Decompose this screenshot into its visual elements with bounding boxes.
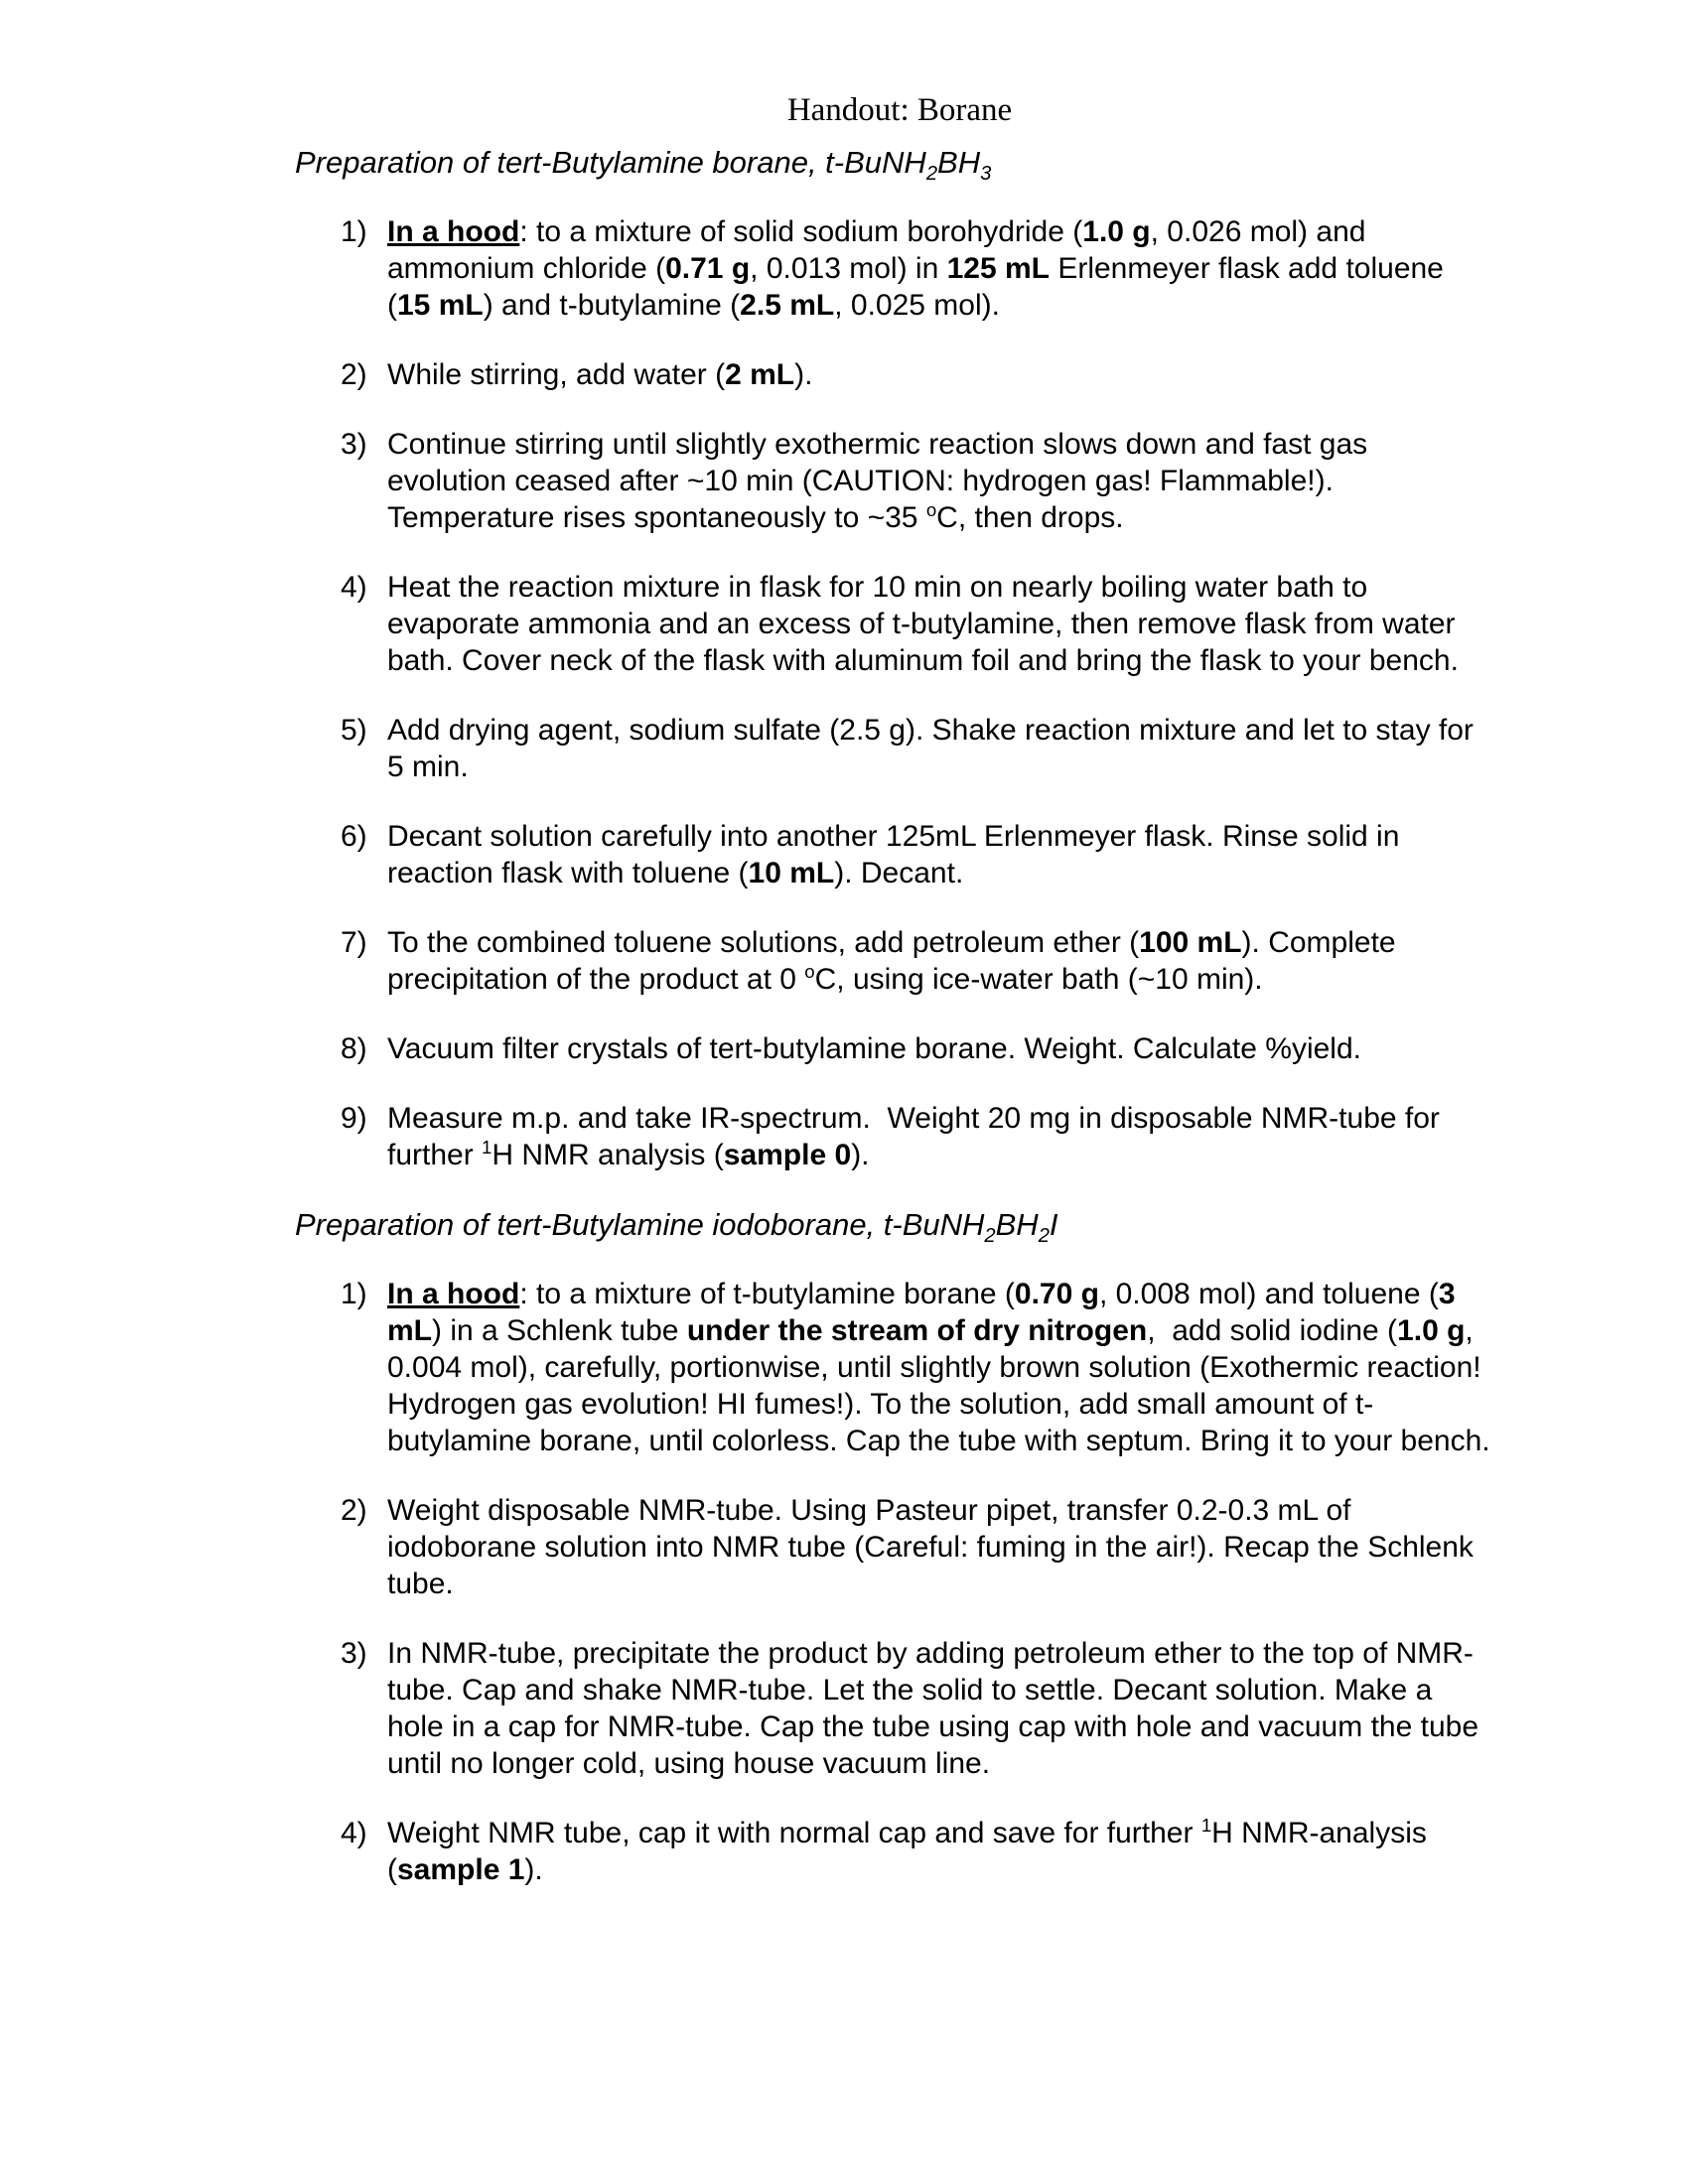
step-text	[387, 1635, 1494, 1782]
step-text	[387, 213, 1494, 324]
text-run: : to a mixture of t-butylamine borane (	[519, 1278, 1015, 1310]
text-run: In NMR-tube, precipitate the product by adding petroleum ether to the top of NMR-tube. Cap and shake NMR-tube. Let the solid to settle. Decant solution. Make a hole in a cap for NMR-tube. Cap the tube using cap with hole and vacuum the tube until no longer cold, using house vacuum line.	[387, 1637, 1478, 1780]
text-run: Weight disposable NMR-tube. Using Pasteur pipet, transfer 0.2-0.3 mL of iodoborane solution into NMR tube (Careful: fuming in the air!). Recap the Schlenk tube.	[387, 1494, 1474, 1600]
step-text	[387, 818, 1494, 891]
text-run: 2	[925, 163, 938, 186]
step-number: 2)	[341, 1494, 367, 1527]
procedure-step	[341, 356, 1504, 393]
text-run: under the stream of dry nitrogen	[686, 1314, 1148, 1347]
text-run: 1.0 g	[1397, 1314, 1466, 1347]
text-run: 10 mL	[748, 857, 835, 889]
text-run: 2 mL	[725, 358, 795, 391]
section-heading	[295, 1206, 1504, 1248]
text-run: To the combined toluene solutions, add petroleum ether (	[387, 926, 1140, 959]
text-run: , 0.025 mol).	[834, 289, 1000, 322]
text-run: 3	[980, 163, 992, 186]
text-run: , 0.004 mol), carefully, portionwise, until slightly brown solution (Exothermic reaction! Hydrogen gas evolution! HI fumes!). To the solution, add small amount of t-butylamine borane, until colorless. Cap the tube with septum. Bring it to your bench.	[387, 1314, 1490, 1457]
text-run: 2.5 mL	[740, 289, 835, 322]
text-run: : to a mixture of solid sodium borohydride (	[519, 215, 1083, 248]
procedure-step	[341, 1492, 1504, 1602]
procedure-step	[341, 1100, 1504, 1173]
text-run: Heat the reaction mixture in flask for 10 min on nearly boiling water bath to evaporate ammonia and an excess of t-butylamine, then remove flask from water bath. Cover neck of the flask with aluminum foil and bring the flask to your bench.	[387, 571, 1459, 677]
step-text	[387, 1815, 1494, 1888]
step-number: 2)	[341, 358, 367, 391]
text-run: Weight NMR tube, cap it with normal cap and save for further	[387, 1817, 1201, 1849]
text-run: C, then drops.	[936, 501, 1124, 534]
text-run: In a hood	[387, 1278, 520, 1310]
step-text	[387, 1276, 1494, 1459]
step-number: 1)	[341, 1278, 367, 1310]
text-run: 0.71 g	[665, 252, 751, 285]
text-run: Erlenmeyer flask add toluene (	[387, 252, 1444, 322]
text-run: Preparation of tert-Butylamine iodoborane, t-BuNH	[295, 1207, 985, 1242]
text-run: 125 mL	[946, 252, 1050, 285]
procedure-step	[341, 569, 1504, 679]
step-text	[387, 426, 1494, 536]
procedure-step	[341, 1030, 1504, 1067]
procedure-list	[295, 213, 1504, 1173]
procedure-step	[341, 213, 1504, 324]
text-run: sample 0	[723, 1139, 852, 1171]
text-run: ). Complete precipitation of the product at 0	[387, 926, 1396, 996]
document-title: Handout: Borane	[786, 92, 1013, 128]
step-number: 9)	[341, 1102, 367, 1135]
step-number: 1)	[341, 215, 367, 248]
text-run: ).	[794, 358, 813, 391]
document-body	[295, 144, 1504, 1888]
text-run: Preparation of tert-Butylamine borane, t-BuNH	[295, 145, 926, 180]
procedure-step	[341, 1815, 1504, 1888]
text-run: Vacuum filter crystals of tert-butylamine borane. Weight. Calculate %yield.	[387, 1032, 1361, 1065]
step-number: 7)	[341, 926, 367, 959]
procedure-step	[341, 1276, 1504, 1459]
procedure-step	[341, 924, 1504, 998]
step-number: 8)	[341, 1032, 367, 1065]
step-text	[387, 356, 812, 393]
text-run: ) in a Schlenk tube	[432, 1314, 687, 1347]
step-number: 6)	[341, 820, 367, 853]
section-iodoborane	[295, 1206, 1504, 1888]
text-run: ).	[851, 1139, 870, 1171]
text-run: H NMR-analysis (	[387, 1817, 1427, 1886]
step-text	[387, 1100, 1494, 1173]
step-number: 3)	[341, 428, 367, 461]
text-run: I	[1049, 1207, 1058, 1242]
text-run: o	[804, 961, 815, 982]
text-run: , 0.013 mol) in	[750, 252, 947, 285]
text-run: Measure m.p. and take IR-spectrum. Weight 20 mg in disposable NMR-tube for further	[387, 1102, 1440, 1171]
step-text	[387, 712, 1494, 785]
text-run: 3 mL	[387, 1278, 1456, 1347]
procedure-list	[295, 1276, 1504, 1888]
text-run: 2	[1038, 1225, 1050, 1248]
text-run: While stirring, add water (	[387, 358, 726, 391]
procedure-step	[341, 1635, 1504, 1782]
text-run: , add solid iodine (	[1147, 1314, 1398, 1347]
text-run: 1	[1200, 1815, 1212, 1836]
procedure-step	[341, 818, 1504, 891]
text-run: Decant solution carefully into another 125mL Erlenmeyer flask. Rinse solid in reaction flask with toluene (	[387, 820, 1400, 889]
text-run: ). Decant.	[834, 857, 964, 889]
text-run: Continue stirring until slightly exothermic reaction slows down and fast gas evolution ceased after ~10 min (CAUTION: hydrogen gas! Flammable!). Temperature rises spontaneously to ~35	[387, 428, 1368, 534]
step-text	[387, 569, 1494, 679]
step-text	[387, 1492, 1494, 1602]
procedure-step	[341, 712, 1504, 785]
text-run: sample 1	[397, 1853, 525, 1886]
text-run: Add drying agent, sodium sulfate (2.5 g). Shake reaction mixture and let to stay for 5 min.	[387, 714, 1474, 783]
step-text	[387, 1030, 1361, 1067]
text-run: BH	[937, 145, 981, 180]
text-run: o	[925, 499, 937, 520]
text-run: , 0.026 mol) and ammonium chloride (	[387, 215, 1366, 285]
step-number: 5)	[341, 714, 367, 747]
step-number: 3)	[341, 1637, 367, 1670]
text-run: C, using ice-water bath (~10 min).	[814, 963, 1263, 996]
text-run: In a hood	[387, 215, 520, 248]
section-borane	[295, 144, 1504, 1173]
step-number: 4)	[341, 571, 367, 604]
section-heading	[295, 144, 1504, 186]
text-run: , 0.008 mol) and toluene (	[1098, 1278, 1439, 1310]
text-run: 15 mL	[397, 289, 484, 322]
text-run: ) and t-butylamine (	[483, 289, 741, 322]
text-run: 0.70 g	[1014, 1278, 1099, 1310]
text-run: 100 mL	[1139, 926, 1242, 959]
step-number: 4)	[341, 1817, 367, 1849]
text-run: 2	[984, 1225, 996, 1248]
text-run: 1	[482, 1137, 492, 1158]
text-run: BH	[995, 1207, 1039, 1242]
step-text	[387, 924, 1494, 998]
procedure-step	[341, 426, 1504, 536]
text-run: ).	[524, 1853, 543, 1886]
text-run: H NMR analysis (	[492, 1139, 724, 1171]
text-run: 1.0 g	[1082, 215, 1151, 248]
